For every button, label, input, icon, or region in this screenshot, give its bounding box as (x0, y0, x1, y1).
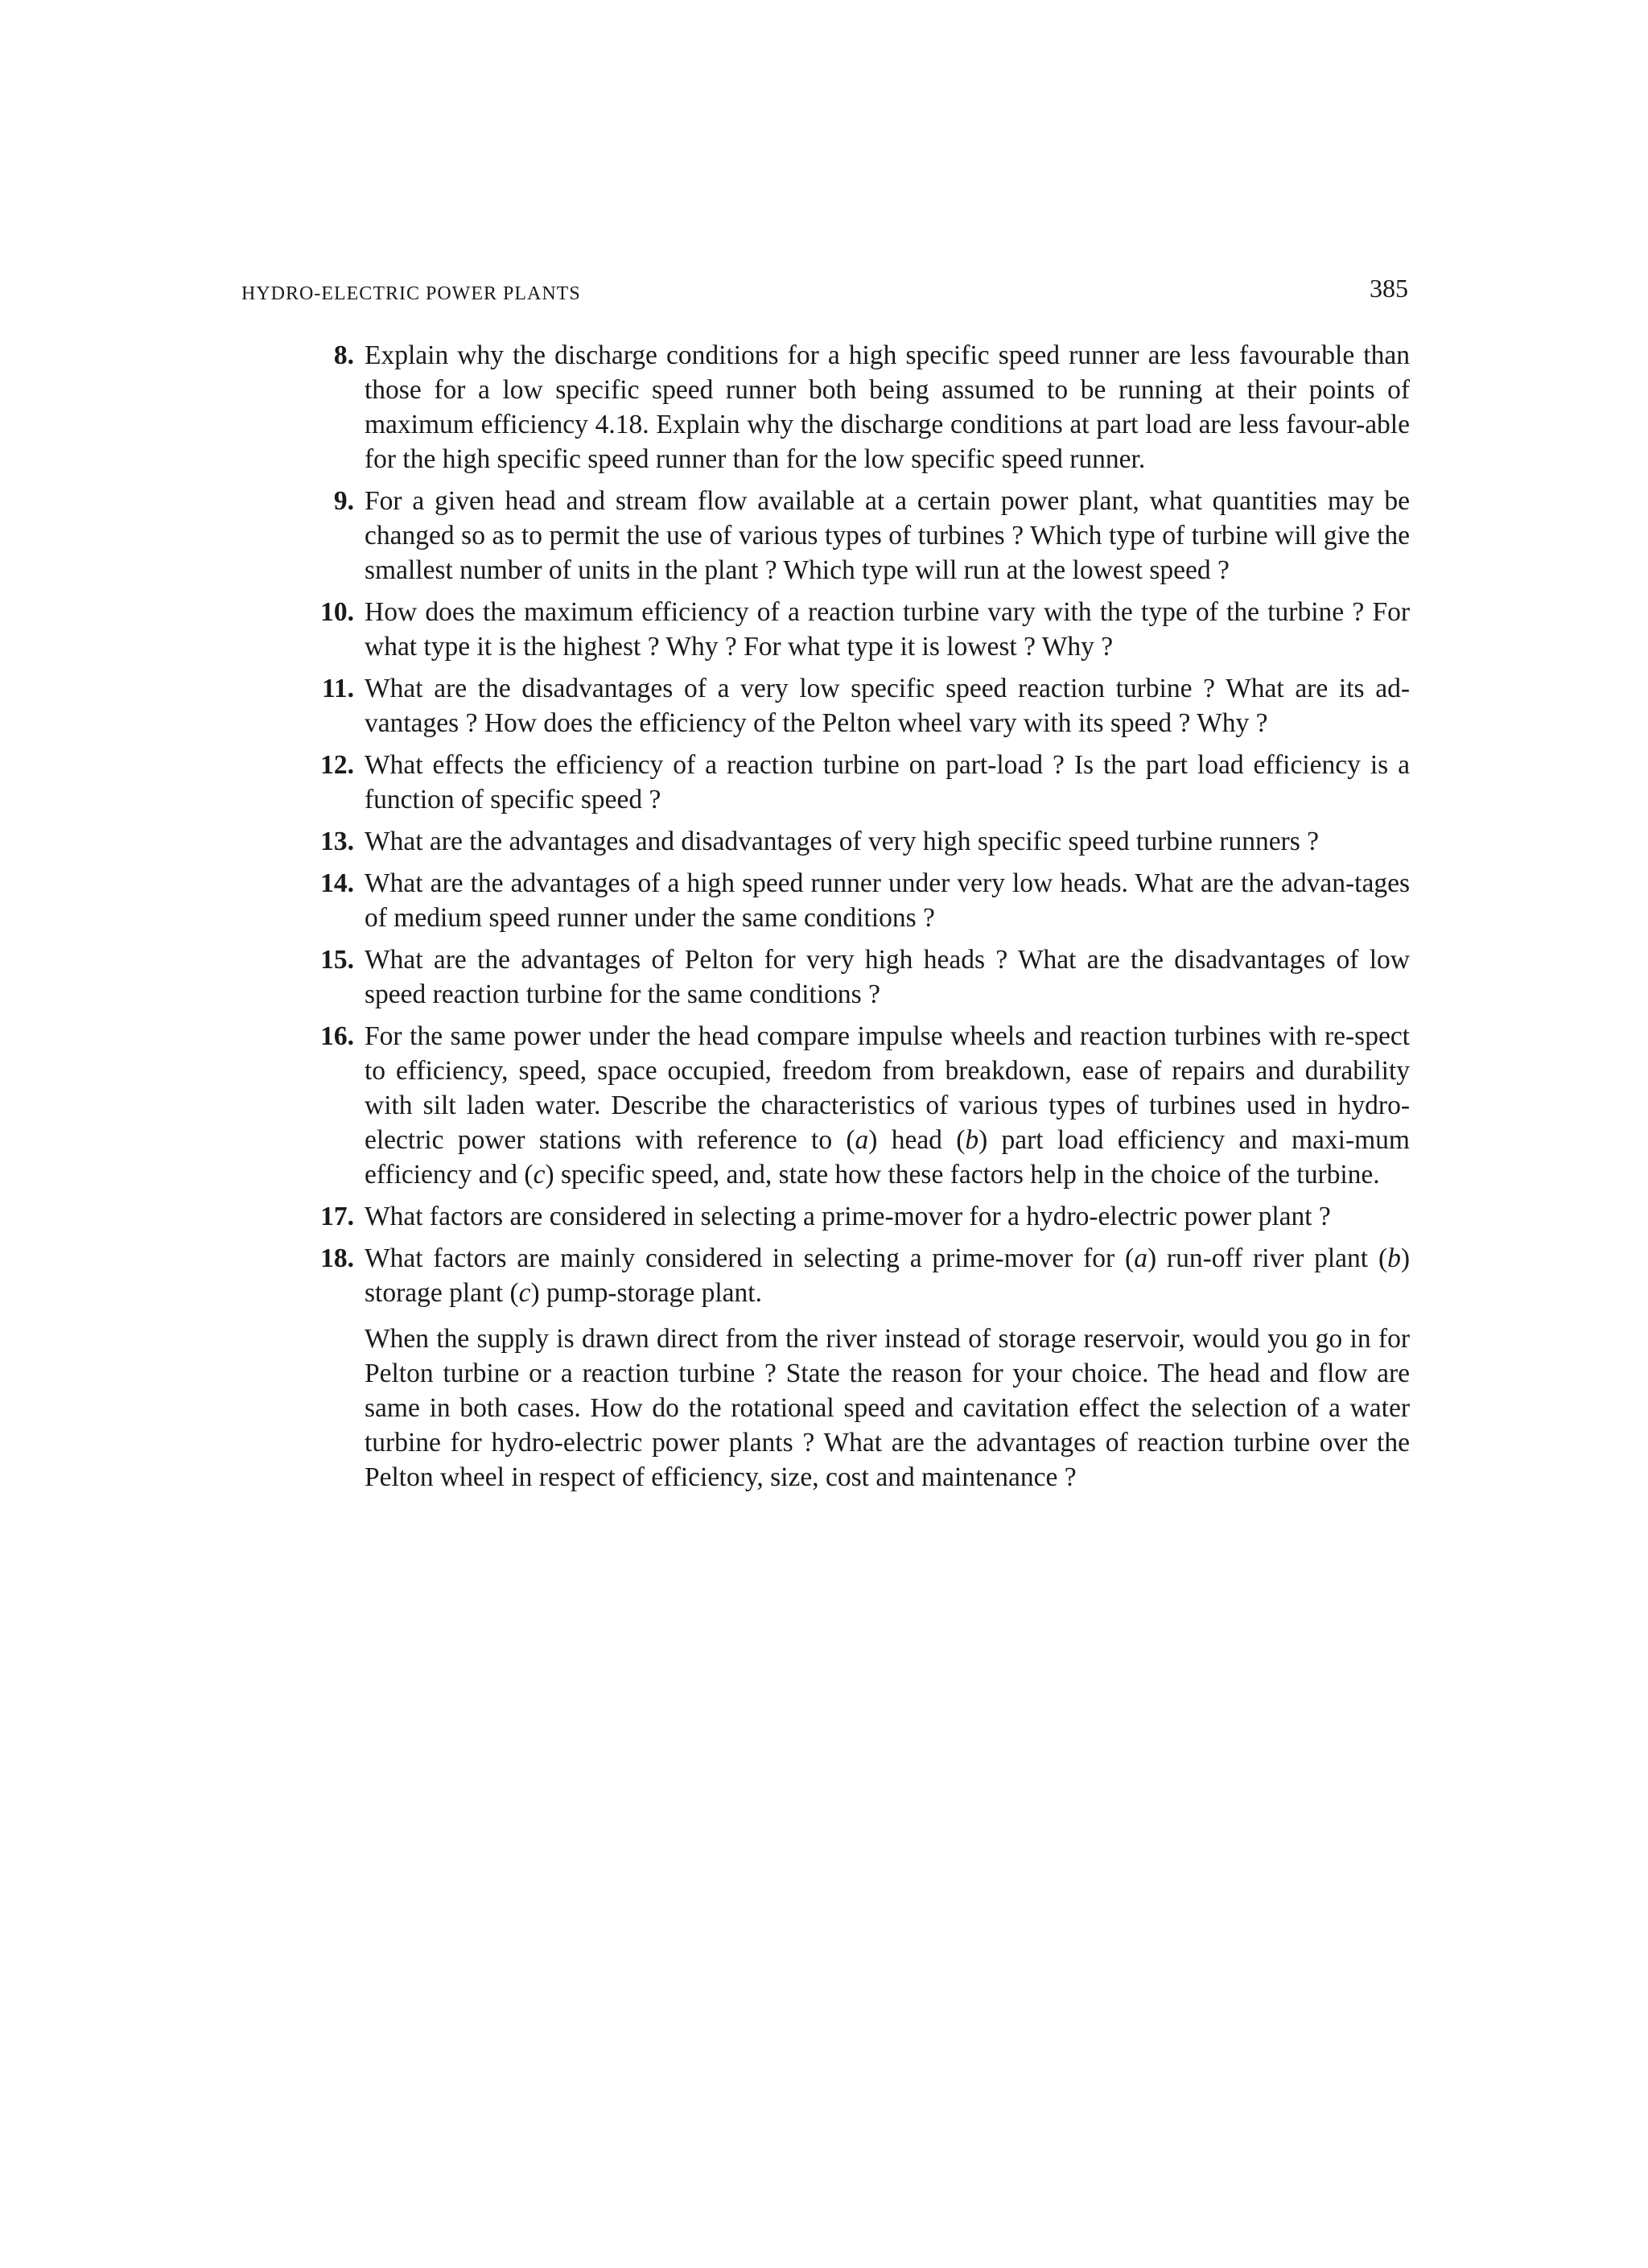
question-text: For a given head and stream flow available at a certain power plant, what quantities may be changed so as to permit the use of various types of turbines ? Which type of turbine will give the smallest number of units in the plant ? Which type will run at the lowest speed ? (365, 486, 1410, 585)
question-text: What effects the efficiency of a reaction turbine on part-load ? Is the part load efficiency is a function of specific speed ? (365, 750, 1410, 814)
question-item (314, 671, 1410, 740)
question-number: 13. (320, 827, 354, 856)
question-number: 8. (333, 340, 354, 370)
question-text: For the same power under the head compare impulse wheels and reaction turbines with re-spect to efficiency, speed, space occupied, freedom from breakdown, ease of repairs and durability with silt laden water. Describe the characteristics of various types of turbines used in hydro-electric power stations with reference to (a) head (b) part load efficiency and maxi-mum efficiency and (c) specific speed, and, state how these factors help in the choice of the turbine. (365, 1021, 1410, 1190)
question-item (314, 595, 1410, 664)
question-text: What are the advantages of a high speed runner under very low heads. What are the advan-tages of medium speed runner under the same conditions ? (365, 868, 1410, 933)
question-item (314, 338, 1410, 476)
question-item (314, 748, 1410, 817)
question-number: 10. (320, 597, 354, 627)
question-item (314, 484, 1410, 588)
question-text: What are the advantages and disadvantages of very high specific speed turbine runners ? (365, 827, 1319, 856)
question-item (314, 1199, 1410, 1234)
question-text: What factors are mainly considered in selecting a prime-mover for (a) run-off river plant (b) storage plant (c) pump-storage plant. (365, 1243, 1410, 1308)
question-list (314, 338, 1410, 1495)
question-number: 18. (320, 1243, 354, 1273)
question-item (314, 866, 1410, 935)
page-header (241, 274, 1408, 314)
question-number: 12. (320, 750, 354, 780)
question-text: How does the maximum efficiency of a reaction turbine vary with the type of the turbine ? For what type it is the highest ? Why ? For what type it is lowest ? Why ? (365, 597, 1410, 662)
question-item (314, 824, 1410, 859)
question-number: 15. (320, 945, 354, 975)
question-text: What are the advantages of Pelton for very high heads ? What are the disadvantages of low speed reaction turbine for the same conditions ? (365, 945, 1410, 1009)
question-number: 17. (320, 1202, 354, 1231)
page-number: 385 (1370, 274, 1408, 303)
question-number: 16. (320, 1021, 354, 1051)
question-item (314, 1019, 1410, 1192)
question-text: What factors are considered in selecting a prime-mover for a hydro-electric power plant ? (365, 1202, 1331, 1231)
question-number: 14. (320, 868, 354, 898)
question-text: What are the disadvantages of a very low specific speed reaction turbine ? What are its ad-vantages ? How does the efficiency of the Pelton wheel vary with its speed ? Why ? (365, 674, 1410, 738)
running-head: HYDRO-ELECTRIC POWER PLANTS (241, 283, 581, 304)
question-text: Explain why the discharge conditions for a high specific speed runner are less favourable than those for a low specific speed runner both being assumed to be running at their points of maximum efficiency 4.18. Explain why the discharge conditions at part load are less favour-able for the high specific speed runner than for the low specific speed runner. (365, 340, 1410, 474)
question-number: 11. (321, 674, 354, 703)
question-item (314, 1241, 1410, 1310)
question-item (314, 942, 1410, 1012)
closing-paragraph: When the supply is drawn direct from the river instead of storage reservoir, would you go in for Pelton turbine or a reaction turbine ? State the reason for your choice. The head and flow are same in both cases. How do the rotational speed and cavitation effect the selection of a water turbine for hydro-electric power plants ? What are the advantages of reaction turbine over the Pelton wheel in respect of efficiency, size, cost and maintenance ? (365, 1324, 1410, 1492)
question-number: 9. (333, 486, 354, 516)
